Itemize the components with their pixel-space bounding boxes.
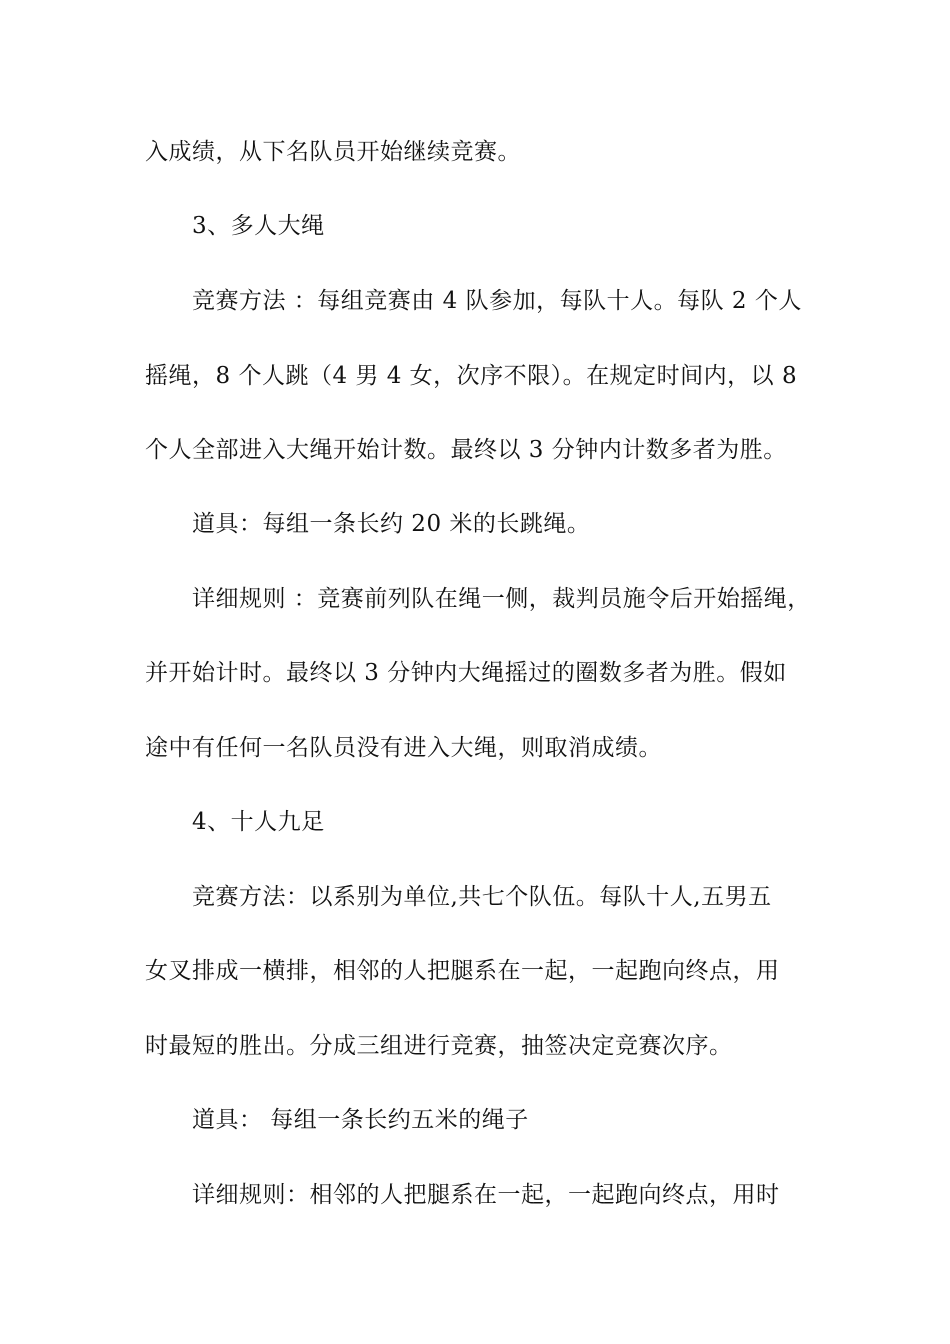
section-heading: 4、十人九足 — [192, 809, 325, 835]
paragraph-line: 途中有任何一名队员没有进入大绳，则取消成绩。 — [145, 735, 662, 761]
paragraph-line: 摇绳，8 个人跳（4 男 4 女，次序不限）。在规定时间内，以 8 — [145, 363, 798, 389]
paragraph-line: 竞赛方法：以系别为单位,共七个队伍。每队十人,五男五 — [192, 884, 772, 910]
paragraph-line: 竞赛方法 ：每组竞赛由 4 队参加，每队十人。每队 2 个人 — [192, 288, 802, 314]
paragraph-line: 入成绩，从下名队员开始继续竞赛。 — [145, 139, 521, 165]
paragraph-line: 个人全部进入大绳开始计数。最终以 3 分钟内计数多者为胜。 — [145, 437, 787, 463]
paragraph-line: 详细规则 ：竞赛前列队在绳一侧，裁判员施令后开始摇绳， — [192, 586, 811, 612]
section-heading: 3、多人大绳 — [192, 213, 325, 239]
paragraph-line: 道具：每组一条长约 20 米的长跳绳。 — [192, 511, 591, 537]
paragraph-line: 详细规则：相邻的人把腿系在一起，一起跑向终点，用时 — [192, 1182, 780, 1208]
paragraph-line: 道具： 每组一条长约五米的绳子 — [192, 1107, 529, 1133]
paragraph-line: 并开始计时。最终以 3 分钟内大绳摇过的圈数多者为胜。假如 — [145, 660, 787, 686]
paragraph-line: 女叉排成一横排，相邻的人把腿系在一起，一起跑向终点，用 — [145, 958, 780, 984]
paragraph-line: 时最短的胜出。分成三组进行竞赛，抽签决定竞赛次序。 — [145, 1033, 733, 1059]
